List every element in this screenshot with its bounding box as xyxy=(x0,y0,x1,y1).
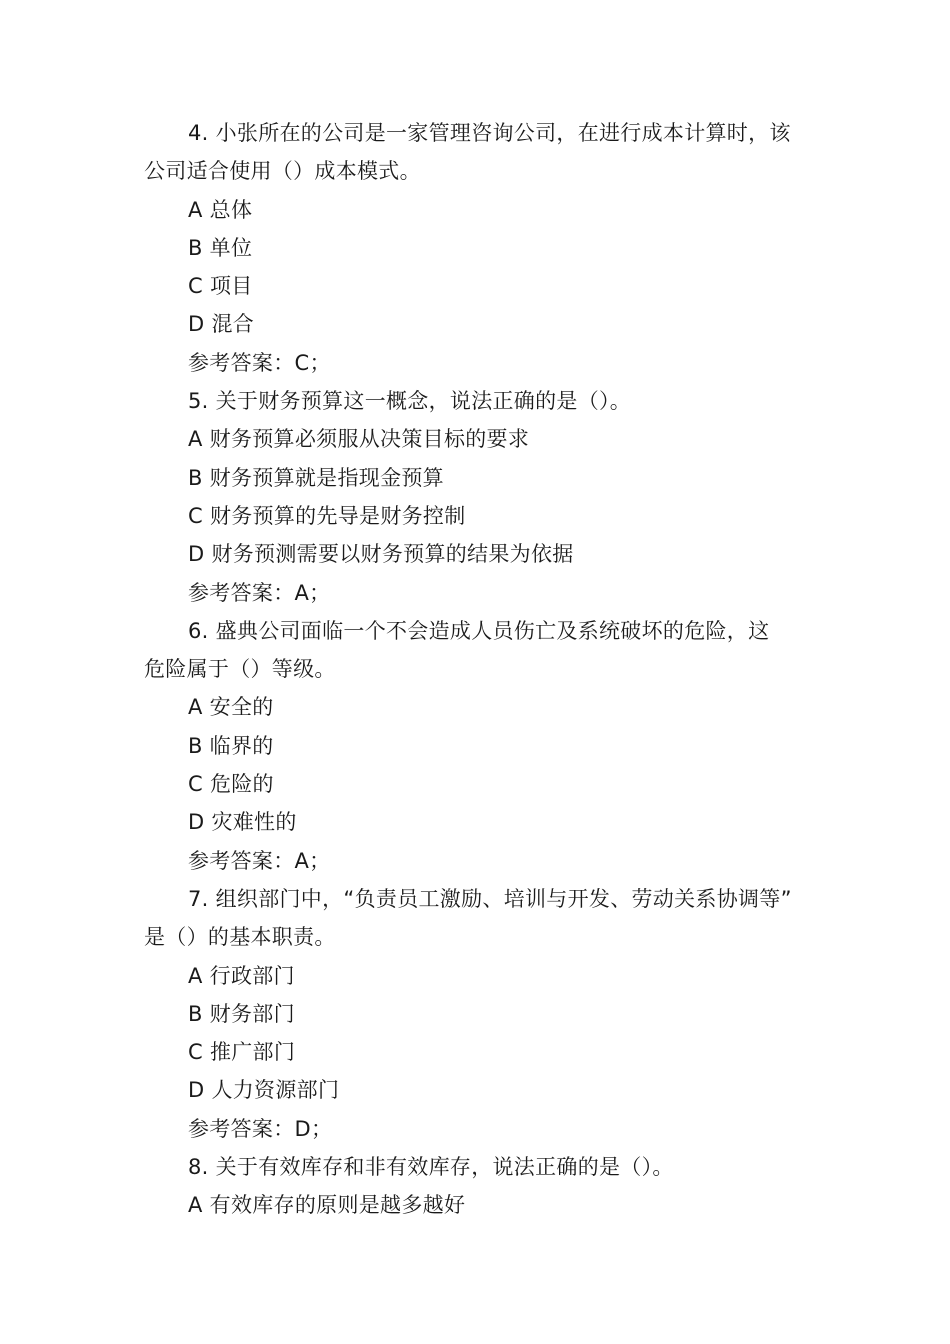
option-a: A 有效库存的原则是越多越好 xyxy=(188,1193,466,1218)
option-b: B 财务部门 xyxy=(188,1001,295,1026)
question-stem: 8. 关于有效库存和非有效库存，说法正确的是（）。 xyxy=(188,1155,674,1180)
option-c: C 项目 xyxy=(188,274,253,299)
question-6 xyxy=(144,612,810,880)
answer: 参考答案：A； xyxy=(188,848,331,873)
question-stem-continued: 公司适合使用（）成本模式。 xyxy=(144,159,421,184)
option-c: C 财务预算的先导是财务控制 xyxy=(188,503,466,528)
question-stem-continued: 是（）的基本职责。 xyxy=(144,925,336,950)
question-stem: 5. 关于财务预算这一概念，说法正确的是（）。 xyxy=(188,389,632,414)
question-4 xyxy=(144,114,810,382)
option-b: B 临界的 xyxy=(188,733,274,758)
answer: 参考答案：D； xyxy=(188,1116,333,1141)
option-a: A 行政部门 xyxy=(188,963,295,988)
question-stem: 7. 组织部门中，“负责员工激励、培训与开发、劳动关系协调等” xyxy=(188,886,792,911)
question-8 xyxy=(144,1148,810,1225)
question-7 xyxy=(144,880,810,1148)
option-a: A 安全的 xyxy=(188,695,274,720)
option-b: B 财务预算就是指现金预算 xyxy=(188,465,444,490)
answer: 参考答案：C； xyxy=(188,350,331,375)
option-c: C 推广部门 xyxy=(188,1040,296,1065)
option-c: C 危险的 xyxy=(188,772,274,797)
question-stem: 4. 小张所在的公司是一家管理咨询公司，在进行成本计算时，该 xyxy=(188,121,791,145)
option-d: D 混合 xyxy=(188,312,255,337)
option-a: A 总体 xyxy=(188,197,253,222)
document-page xyxy=(144,114,810,1225)
option-d: D 灾难性的 xyxy=(188,810,297,835)
answer: 参考答案：A； xyxy=(188,580,331,605)
question-stem-continued: 危险属于（）等级。 xyxy=(144,657,336,682)
option-a: A 财务预算必须服从决策目标的要求 xyxy=(188,427,530,452)
question-stem: 6. 盛典公司面临一个不会造成人员伤亡及系统破坏的危险，这 xyxy=(188,618,770,643)
question-5 xyxy=(144,382,810,612)
option-d: D 财务预测需要以财务预算的结果为依据 xyxy=(188,542,574,567)
option-d: D 人力资源部门 xyxy=(188,1078,340,1103)
option-b: B 单位 xyxy=(188,235,253,260)
